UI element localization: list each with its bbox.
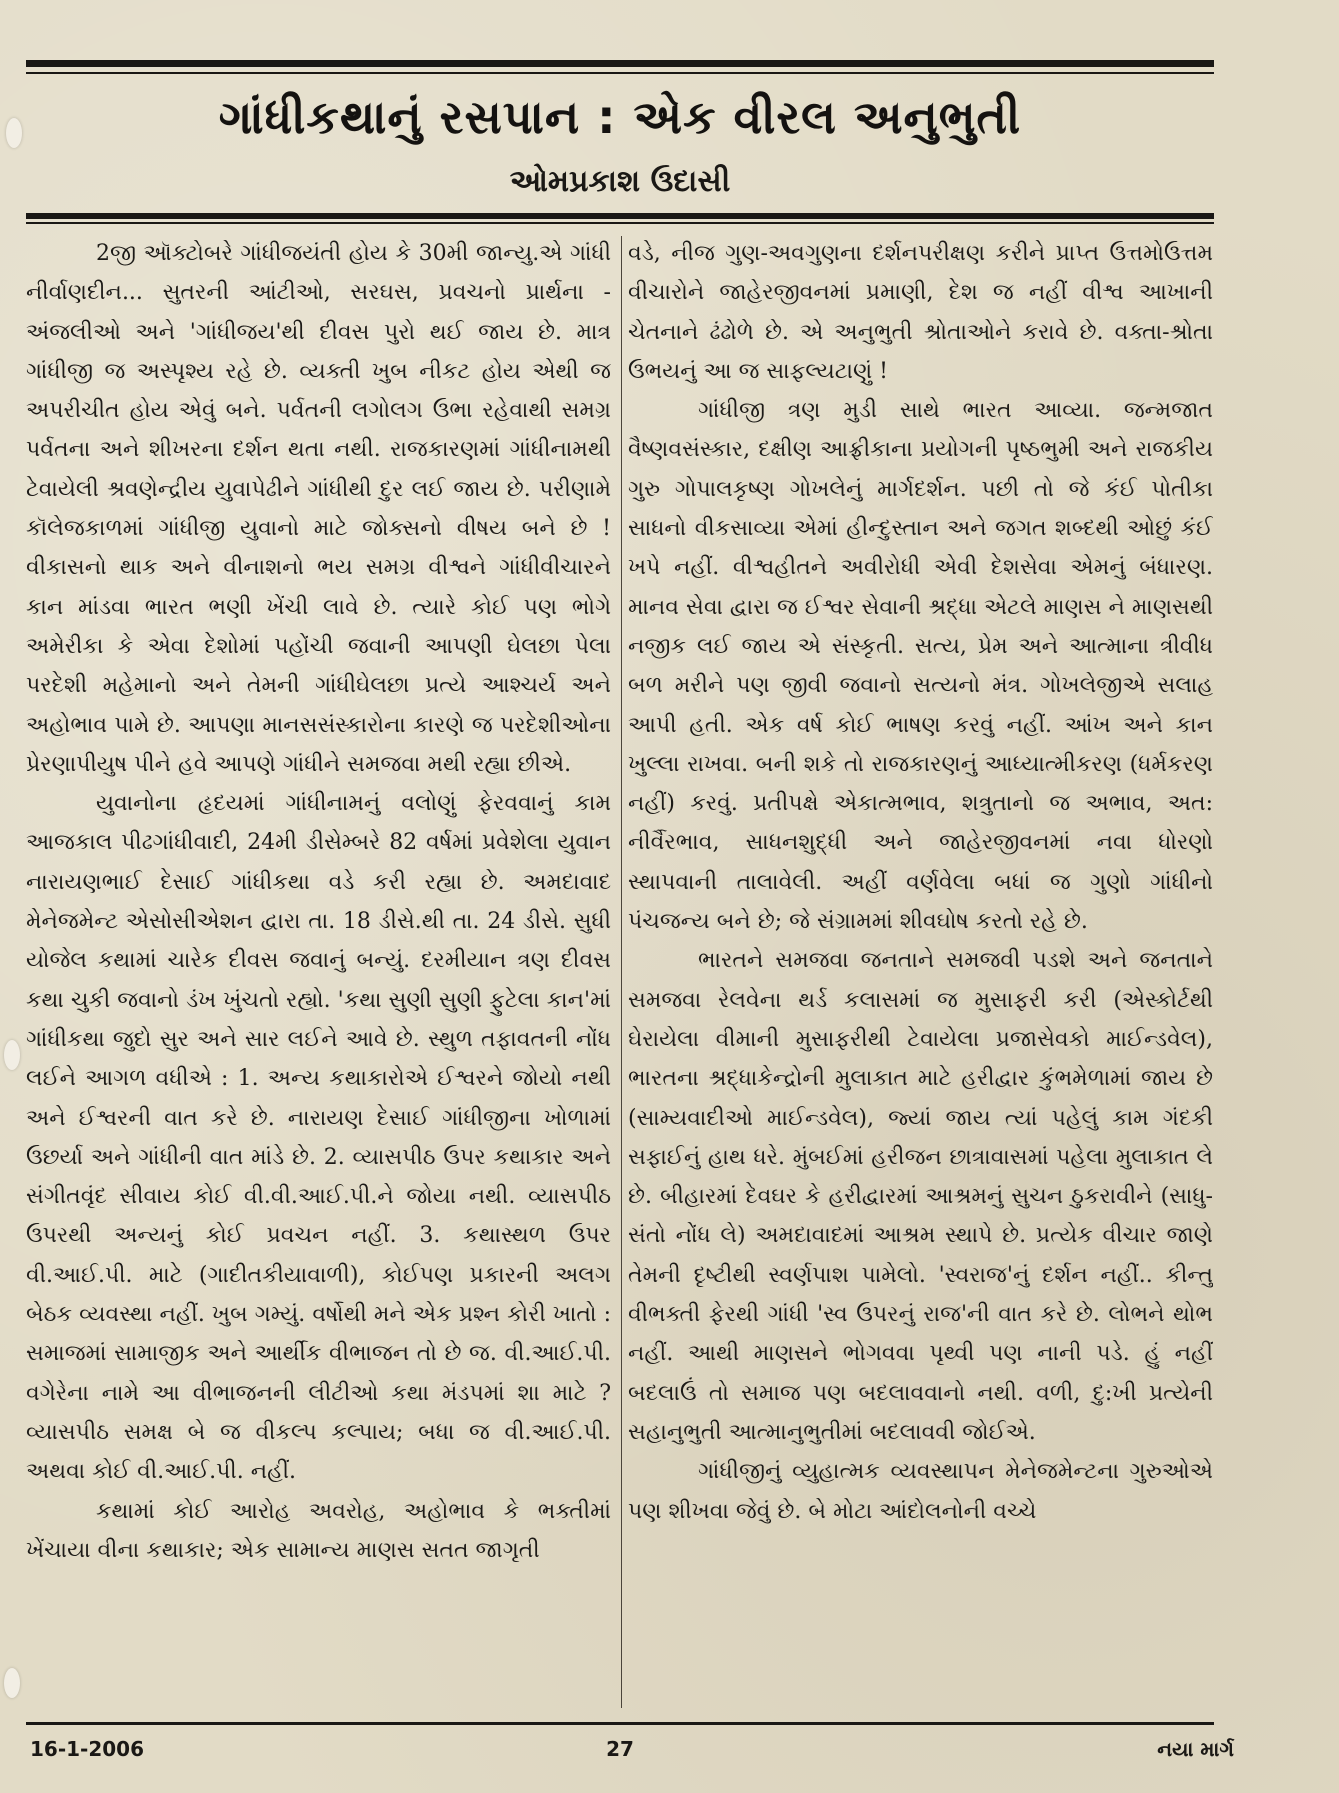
- paragraph: વડે, નીજ ગુણ-અવગુણના દર્શનપરીક્ષણ કરીને પ્રાપ્ત ઉત્તમોઉત્તમ વીચારોને જાહેરજીવનમાં પ્રમાણી, દેશ જ નહીં વીશ્વ આખાની ચેતનાને ઢંઢોળે છે. એ અનુભુતી શ્રોતાઓને કરાવે છે. વક્તા-શ્રોતા ઉભયનું આ જ સાફલ્યટાણું !: [628, 241, 1213, 384]
- paragraph: કથામાં કોઈ આરોહ અવરોહ, અહોભાવ કે ભક્તીમાં ખેંચાયા વીના કથાકાર; એક સામાન્ય માણસ સતત જાગૃતી: [26, 1498, 611, 1563]
- paragraph: ગાંધીજીનું વ્યુહાત્મક વ્યવસ્થાપન મેનેજમેન્ટના ગુરુઓએ પણ શીખવા જેવું છે. બે મોટા આંદોલનોની વચ્ચે: [628, 1459, 1213, 1524]
- article-column-right: [628, 234, 1213, 1714]
- header-rule-thin: [26, 222, 1214, 224]
- magazine-name: નયા માર્ગ: [1157, 1737, 1234, 1761]
- top-rule: [26, 60, 1214, 67]
- paragraph: 2જી ઑક્ટોબરે ગાંધીજયંતી હોય કે 30મી જાન્યુ.એ ગાંધી નીર્વાણદીન... સુતરની આંટીઓ, સરઘસ, પ્રવચનો પ્રાર્થના - અંજલીઓ અને 'ગાંધીજય'થી દીવસ પુરો થઈ જાય છે. માત્ર ગાંધીજી જ અસ્પૃશ્ય રહે છે. વ્યક્તી ખુબ નીકટ હોય એથી જ અપરીચીત હોય એવું બને. પર્વતની લગોલગ ઉભા રહેવાથી સમગ્ર પર્વતના અને શીખરના દર્શન થતા નથી. રાજકારણમાં ગાંધીનામથી ટેવાયેલી શ્રવણેન્દ્રીય યુવાપેઢીને ગાંધીથી દુર લઈ જાય છે. પરીણામે કૉલેજકાળમાં ગાંધીજી યુવાનો માટે જોક્સનો વીષય બને છે ! વીકાસનો થાક અને વીનાશનો ભય સમગ્ર વીશ્વને ગાંધીવીચારને કાન માંડવા ભારત ભણી ખેંચી લાવે છે. ત્યારે કોઈ પણ ભોગે અમેરીકા કે એવા દેશોમાં પહોંચી જવાની આપણી ઘેલછા પેલા પરદેશી મહેમાનો અને તેમની ગાંધીઘેલછા પ્રત્યે આશ્ચર્ય અને અહોભાવ પામે છે. આપણા માનસસંસ્કારોના કારણે જ પરદેશીઓના પ્રેરણાપીયુષ પીને હવે આપણે ગાંધીને સમજવા મથી રહ્યા છીએ.: [26, 241, 611, 777]
- paragraph: યુવાનોના હૃદયમાં ગાંધીનામનું વલોણું ફેરવવાનું કામ આજકાલ પીઢગાંધીવાદી, 24મી ડીસેમ્બરે 82 વર્ષમાં પ્રવેશેલા યુવાન નારાયણભાઈ દેસાઈ ગાંધીકથા વડે કરી રહ્યા છે. અમદાવાદ મેનેજમેન્ટ એસોસીએશન દ્વારા તા. 18 ડીસે.થી તા. 24 ડીસે. સુધી યોજેલ કથામાં ચારેક દીવસ જવાનું બન્યું. દરમીયાન ત્રણ દીવસ કથા ચુકી જવાનો ડંખ ખુંચતો રહ્યો. 'કથા સુણી સુણી ફુટેલા કાન'માં ગાંધીકથા જુદો સુર અને સાર લઈને આવે છે. સ્થુળ તફાવતની નોંધ લઈને આગળ વધીએ : 1. અન્ય કથાકારોએ ઈશ્વરને જોયો નથી અને ઈશ્વરની વાત કરે છે. નારાયણ દેસાઈ ગાંધીજીના ખોળામાં ઉછર્યા અને ગાંધીની વાત માંડે છે. 2. વ્યાસપીઠ ઉપર કથાકાર અને સંગીતવૃંદ સીવાય કોઈ વી.વી.આઈ.પી.ને જોયા નથી. વ્યાસપીઠ ઉપરથી અન્યનું કોઈ પ્રવચન નહીં. 3. કથાસ્થળ ઉપર વી.આઈ.પી. માટે (ગાદીતકીયાવાળી), કોઈપણ પ્રકારની અલગ બેઠક વ્યવસ્થા નહીં. ખુબ ગમ્યું. વર્ષોથી મને એક પ્રશ્ન કોરી ખાતો : સમાજમાં સામાજીક અને આર્થીક વીભાજન તો છે જ. વી.આઈ.પી. વગેરેના નામે આ વીભાજનની લીટીઓ કથા મંડપમાં શા માટે ? વ્યાસપીઠ સમક્ષ બે જ વીકલ્પ કલ્પાય; બધા જ વી.આઈ.પી. અથવા કોઈ વી.આઈ.પી. નહીં.: [26, 791, 611, 1485]
- punch-hole: [4, 1668, 20, 1698]
- punch-hole: [6, 118, 22, 148]
- punch-hole: [4, 1040, 20, 1070]
- article-title: ગાંધીકથાનું રસપાન : એક વીરલ અનુભુતી: [218, 90, 1022, 144]
- page-number: 27: [606, 1737, 634, 1761]
- paragraph: ભારતને સમજવા જનતાને સમજવી પડશે અને જનતાને સમજવા રેલવેના થર્ડ કલાસમાં જ મુસાફરી કરી (એસ્કોર્ટથી ઘેરાયેલા વીમાની મુસાફરીથી ટેવાયેલા પ્રજાસેવકો માઈન્ડવેલ), ભારતના શ્રદ્ધાકેન્દ્રોની મુલાકાત માટે હરીદ્વાર કુંભમેળામાં જાય છે (સામ્યવાદીઓ માઈન્ડવેલ), જ્યાં જાય ત્યાં પહેલું કામ ગંદકી સફાઈનું હાથ ધરે. મુંબઈમાં હરીજન છાત્રાવાસમાં પહેલા મુલાકાત લે છે. બીહારમાં દેવઘર કે હરીદ્વારમાં આશ્રમનું સુચન ઠુકરાવીને (સાધુ-સંતો નોંધ લે) અમદાવાદમાં આશ્રમ સ્થાપે છે. પ્રત્યેક વીચાર જાણે તેમની દૃષ્ટીથી સ્વર્ણપાશ પામેલો. 'સ્વરાજ'નું દર્શન નહીં.. કીન્તુ વીભક્તી ફેરથી ગાંધી 'સ્વ ઉપરનું રાજ'ની વાત કરે છે. લોભને થોભ નહીં. આથી માણસને ભોગવવા પૃથ્વી પણ નાની પડે. હું નહીં બદલાઉં તો સમાજ પણ બદલાવવાનો નથી. વળી, દુ:ખી પ્રત્યેની સહાનુભુતી આત્માનુભુતીમાં બદલાવવી જોઈએ.: [628, 948, 1213, 1445]
- footer-date: 16-1-2006: [30, 1737, 145, 1761]
- header-rule: [26, 213, 1214, 219]
- column-divider: [621, 236, 622, 1708]
- top-rule-thin: [26, 72, 1214, 74]
- paragraph: ગાંધીજી ત્રણ મુડી સાથે ભારત આવ્યા. જન્મજાત વૈષ્ણવસંસ્કાર, દક્ષીણ આફ્રીકાના પ્રયોગની પૃષ્ઠભુમી અને રાજકીય ગુરુ ગોપાલકૃષ્ણ ગોખલેનું માર્ગદર્શન. પછી તો જે કંઈ પોતીકા સાધનો વીકસાવ્યા એમાં હીન્દુસ્તાન અને જગત શબ્દથી ઓછું કંઈ ખપે નહીં. વીશ્વહીતને અવીરોધી એવી દેશસેવા એમનું બંધારણ. માનવ સેવા દ્વારા જ ઈશ્વર સેવાની શ્રદ્ધા એટલે માણસ ને માણસથી નજીક લઈ જાય એ સંસ્કૃતી. સત્ય, પ્રેમ અને આત્માના ત્રીવીધ બળ મરીને પણ જીવી જવાનો સત્યનો મંત્ર. ગોખલેજીએ સલાહ આપી હતી. એક વર્ષ કોઈ ભાષણ કરવું નહીં. આંખ અને કાન ખુલ્લા રાખવા. બની શકે તો રાજકારણનું આધ્યાત્મીકરણ (ધર્મકરણ નહીં) કરવું. પ્રતીપક્ષે એકાત્મભાવ, શત્રુતાનો જ અભાવ, અત: નીર્વૈરભાવ, સાધનશુદ્ધી અને જાહેરજીવનમાં નવા ધોરણો સ્થાપવાની તાલાવેલી. અહીં વર્ણવેલા બધાં જ ગુણો ગાંધીનો પંચજન્ય બને છે; જે સંગ્રામમાં શીવઘોષ કરતો રહે છે.: [628, 398, 1213, 935]
- article-author: ઓમપ્રકાશ ઉદાસી: [509, 164, 731, 199]
- footer-rule: [26, 1722, 1214, 1725]
- article-column-left: [26, 234, 611, 1714]
